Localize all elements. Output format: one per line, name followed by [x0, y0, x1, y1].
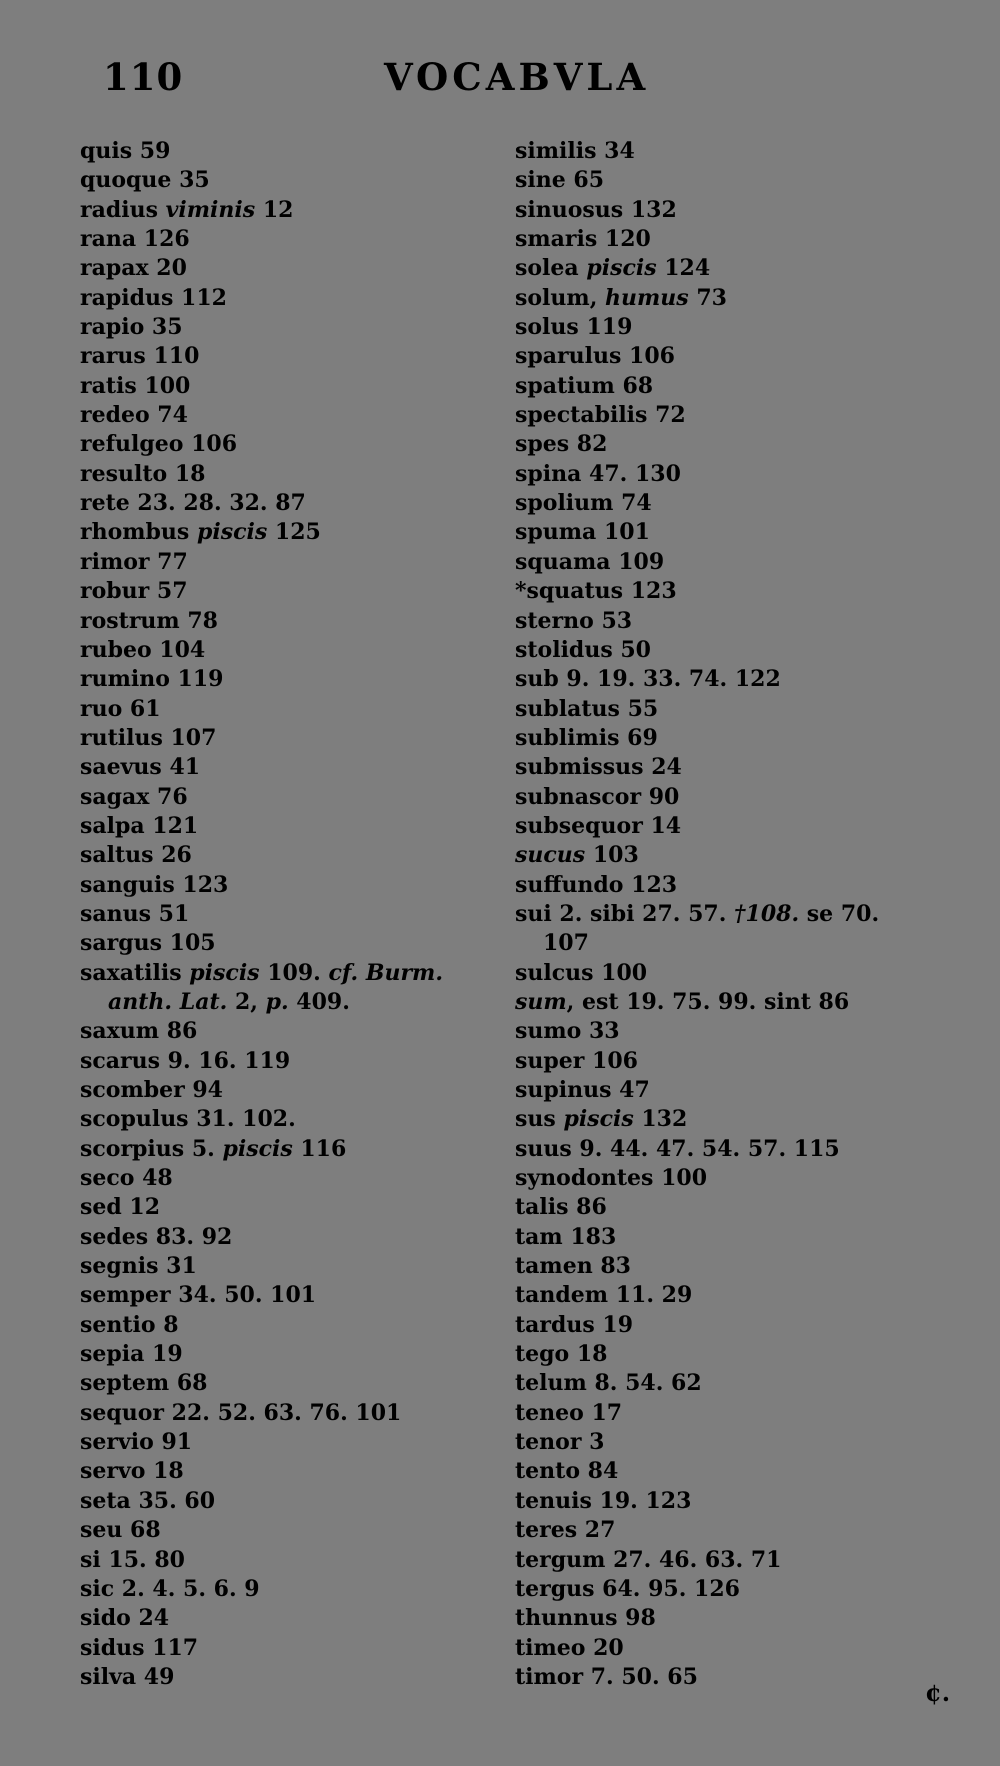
entry-italic-text: viminis: [165, 196, 256, 223]
index-entry: spuma 101: [515, 519, 650, 546]
entry-italic-text: sum: [515, 988, 567, 1015]
entry-italic-text: piscis: [563, 1106, 634, 1133]
index-entry: sentio 8: [80, 1311, 179, 1338]
index-entry: [80, 196, 510, 225]
index-entry: spina 47. 130: [515, 460, 681, 487]
index-entry: saevus 41: [80, 754, 201, 781]
index-entry: resulto 18: [80, 460, 206, 487]
index-entry: tento 84: [515, 1458, 619, 1485]
index-entry: stolidus 50: [515, 636, 651, 663]
entry-text: 116: [292, 1135, 347, 1162]
index-entry: scomber 94: [80, 1077, 223, 1103]
index-entry: tenuis 19. 123: [515, 1487, 692, 1514]
index-entry: spatium 68: [515, 372, 654, 399]
index-entry: segnis 31: [80, 1253, 197, 1280]
index-entry: sic 2. 4. 5. 6. 9: [80, 1575, 260, 1602]
index-entry: quoque 35: [80, 167, 210, 194]
entry-text: 103: [585, 842, 639, 869]
index-entry: super 106: [515, 1047, 638, 1074]
index-entry: timor 7. 50. 65: [515, 1663, 698, 1690]
entry-text: 109.: [259, 959, 329, 986]
index-entry: sagax 76: [80, 783, 188, 810]
index-entry: ratis 100: [80, 372, 191, 399]
index-entry: septem 68: [80, 1370, 208, 1397]
entry-text: 125: [267, 519, 321, 546]
entry-italic-text: piscis: [189, 959, 260, 986]
index-entry: sido 24: [80, 1605, 170, 1632]
entry-text: sui 2. sibi 27. 57.: [515, 900, 735, 927]
page-number: 110: [103, 55, 184, 99]
index-entry: timeo 20: [515, 1634, 624, 1661]
index-entry: tergum 27. 46. 63. 71: [515, 1546, 782, 1573]
entry-text: se 70.: [799, 900, 880, 927]
index-entry: rimor 77: [80, 548, 188, 575]
index-entry: tam 183: [515, 1223, 617, 1250]
index-entry: redeo 74: [80, 402, 188, 429]
index-entry: sidus 117: [80, 1634, 199, 1661]
index-entry: sub 9. 19. 33. 74. 122: [515, 666, 781, 693]
index-entry: rostrum 78: [80, 607, 218, 634]
index-entry: sine 65: [515, 167, 605, 194]
index-entry: scopulus 31. 102.: [80, 1106, 296, 1133]
index-entry: [515, 988, 975, 1017]
index-entry: seu 68: [80, 1517, 161, 1544]
index-entry: rumino 119: [80, 666, 224, 693]
index-entry: rarus 110: [80, 343, 200, 370]
index-entry: salpa 121: [80, 812, 199, 839]
index-entry: si 15. 80: [80, 1546, 185, 1573]
entry-text: 409.: [288, 988, 350, 1015]
index-entry: sublimis 69: [515, 724, 658, 751]
index-entry: sanguis 123: [80, 871, 229, 898]
entry-italic-text: cf. Burm.: [328, 959, 443, 986]
index-entry: subsequor 14: [515, 812, 682, 839]
index-entry: sinuosus 132: [515, 196, 677, 223]
index-entry: spes 82: [515, 431, 608, 458]
index-entry: tamen 83: [515, 1253, 631, 1280]
index-entry: squama 109: [515, 548, 665, 575]
entry-text: solea: [515, 255, 587, 282]
index-entry: tego 18: [515, 1341, 608, 1368]
index-entry: teneo 17: [515, 1399, 623, 1426]
index-entry: sublatus 55: [515, 695, 659, 722]
index-entry: [515, 1105, 975, 1134]
entry-italic-text: piscis: [222, 1135, 293, 1162]
index-entry: tergus 64. 95. 126: [515, 1575, 740, 1602]
index-entry: [515, 900, 975, 929]
index-entry: spectabilis 72: [515, 402, 686, 429]
index-entry: [515, 284, 975, 313]
entry-text: solum,: [515, 284, 606, 311]
index-entry: [515, 841, 975, 870]
index-entry: rapax 20: [80, 255, 187, 282]
index-entry: semper 34. 50. 101: [80, 1282, 317, 1309]
index-entry: robur 57: [80, 578, 188, 605]
index-entry: servo 18: [80, 1458, 184, 1485]
entry-italic-text: humus: [605, 284, 689, 311]
index-entry: scarus 9. 16. 119: [80, 1047, 291, 1074]
index-entry: silva 49: [80, 1663, 175, 1690]
index-entry: teres 27: [515, 1517, 616, 1544]
index-entry: thunnus 98: [515, 1605, 656, 1632]
entry-text: scorpius 5.: [80, 1135, 223, 1162]
index-entry: servio 91: [80, 1429, 193, 1456]
index-entry: saltus 26: [80, 842, 192, 869]
index-entry: ruo 61: [80, 695, 161, 722]
entry-italic-text: sucus: [515, 842, 586, 869]
index-entry: sanus 51: [80, 900, 190, 927]
index-entry: sepia 19: [80, 1341, 183, 1368]
entry-italic-text: piscis: [196, 519, 268, 546]
index-entry: rubeo 104: [80, 636, 206, 663]
entry-italic-text: p.: [265, 988, 289, 1015]
index-entry: rete 23. 28. 32. 87: [80, 490, 306, 517]
index-entry: sumo 33: [515, 1018, 620, 1045]
index-entry: talis 86: [515, 1194, 607, 1221]
index-entry: smaris 120: [515, 226, 651, 253]
entry-text: 73: [688, 284, 727, 311]
index-entry: [80, 959, 510, 988]
index-entry: saxum 86: [80, 1018, 198, 1045]
entry-text: rhombus: [80, 519, 197, 546]
entry-text: 124: [656, 255, 711, 282]
index-entry: sulcus 100: [515, 959, 648, 986]
index-entry: telum 8. 54. 62: [515, 1370, 702, 1397]
index-entry: [80, 1135, 510, 1164]
index-column-right: [515, 137, 975, 1692]
index-entry: sedes 83. 92: [80, 1223, 233, 1250]
entry-text: saxatilis: [80, 959, 190, 986]
index-entry: subnascor 90: [515, 783, 680, 810]
index-entry: rapidus 112: [80, 284, 227, 311]
index-entry: supinus 47: [515, 1077, 650, 1103]
index-entry: tardus 19: [515, 1311, 634, 1338]
entry-italic-text: anth. Lat.: [108, 988, 228, 1015]
index-entry: rana 126: [80, 226, 190, 253]
entry-italic-text: †108.: [734, 900, 800, 927]
entry-italic-text: piscis: [586, 255, 657, 282]
index-entry: tenor 3: [515, 1429, 605, 1456]
index-entry: sargus 105: [80, 930, 216, 957]
index-column-left: [80, 137, 510, 1692]
running-title: VOCABVLA: [384, 55, 650, 99]
entry-text: 2,: [227, 988, 266, 1015]
index-entry: refulgeo 106: [80, 431, 238, 458]
entry-text: , est 19. 75. 99. sint 86: [566, 988, 850, 1015]
index-entry: rapio 35: [80, 314, 183, 341]
index-entry: synodontes 100: [515, 1165, 708, 1192]
entry-text: sus: [515, 1106, 564, 1133]
entry-text: 132: [633, 1106, 688, 1133]
entry-text: radius: [80, 196, 166, 223]
page-header: [0, 50, 1000, 110]
entry-text: 12: [255, 196, 294, 223]
index-entry: 107: [543, 930, 589, 957]
index-entry: submissus 24: [515, 754, 682, 781]
index-entry: sterno 53: [515, 607, 633, 634]
index-entry: [80, 518, 510, 547]
index-entry: suus 9. 44. 47. 54. 57. 115: [515, 1135, 840, 1162]
index-entry: rutilus 107: [80, 724, 217, 751]
index-entry: similis 34: [515, 138, 635, 164]
index-entry: suffundo 123: [515, 871, 678, 898]
index-entry: seta 35. 60: [80, 1487, 216, 1514]
index-entry: spolium 74: [515, 490, 652, 517]
signature-mark: ¢.: [925, 1678, 951, 1707]
index-entry: *squatus 123: [515, 578, 677, 605]
index-entry: [80, 988, 510, 1017]
index-entry: quis 59: [80, 138, 171, 164]
index-entry: seco 48: [80, 1165, 173, 1192]
index-entry: solus 119: [515, 314, 633, 341]
index-entry: [515, 254, 975, 283]
index-entry: sparulus 106: [515, 343, 675, 370]
index-entry: sed 12: [80, 1194, 161, 1221]
index-entry: sequor 22. 52. 63. 76. 101: [80, 1399, 402, 1426]
index-entry: tandem 11. 29: [515, 1282, 693, 1309]
